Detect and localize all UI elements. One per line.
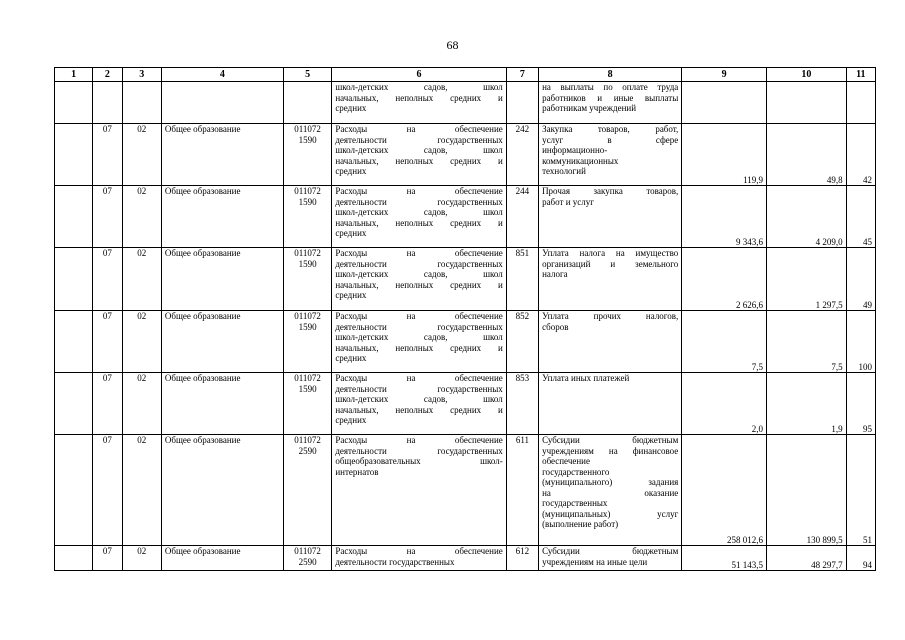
table-row xyxy=(55,311,876,373)
cell-expense-name-line: Закупка товаров, работ, xyxy=(542,124,679,134)
cell-section: 07 xyxy=(93,546,122,571)
cell-actual-amount: 1 297,5 xyxy=(767,248,847,311)
cell-expense-type xyxy=(506,82,538,124)
cell-expense-name-line: работникам учреждений xyxy=(542,103,637,113)
cell-article-name-line: школ-детских садов, школ xyxy=(335,207,503,217)
cell-article-name-line: начальных, неполных средних и xyxy=(335,155,503,166)
target-article-part: 1590 xyxy=(298,258,317,269)
cell-expense-name-line: коммуникационных xyxy=(542,155,619,166)
cell-expense-name-line: (муниципальных) услуг xyxy=(542,508,679,519)
cell-article-name xyxy=(332,248,506,311)
cell-section-name: Общее образование xyxy=(161,248,283,311)
cell-expense-name-line: (муниципального) задания xyxy=(542,477,679,487)
target-article-part: 1590 xyxy=(298,134,317,145)
cell-article-name-line: деятельности государственных xyxy=(335,258,503,269)
column-header-7: 7 xyxy=(506,68,538,82)
cell-expense-name xyxy=(539,124,682,186)
cell-section-name: Общее образование xyxy=(161,311,283,373)
cell-plan-amount: 2 626,6 xyxy=(682,248,767,311)
cell-plan-amount: 7,5 xyxy=(682,311,767,373)
cell-subsection: 02 xyxy=(122,248,161,311)
cell-target-article xyxy=(283,311,331,373)
cell-expense-name xyxy=(539,248,682,311)
cell-expense-name-line: государственного xyxy=(542,466,610,477)
cell-section: 07 xyxy=(93,186,122,248)
target-article-part: 2590 xyxy=(298,445,317,456)
cell-expense-name xyxy=(539,82,682,124)
cell-target-article xyxy=(283,546,331,571)
cell-expense-type: 612 xyxy=(506,546,538,571)
cell-article-name-line: средних xyxy=(335,166,367,176)
cell-expense-name-line: учреждениям на иные цели xyxy=(542,556,648,567)
cell-article-name-line: интернатов xyxy=(335,466,379,477)
cell-article-name-line: Расходы на обеспечение xyxy=(335,186,503,196)
cell-expense-name-line: работ и услуг xyxy=(542,196,594,207)
cell-article-name-line: школ-детских садов, школ xyxy=(335,269,503,279)
cell-plan-amount: 9 343,6 xyxy=(682,186,767,248)
cell-plan-amount xyxy=(682,82,767,124)
cell-col1 xyxy=(55,82,93,124)
cell-section-name: Общее образование xyxy=(161,186,283,248)
cell-expense-name-line: обеспечение xyxy=(542,456,590,466)
cell-expense-type: 242 xyxy=(506,124,538,186)
cell-target-article xyxy=(283,124,331,186)
cell-article-name-line: начальных, неполных средних и xyxy=(335,342,503,353)
target-article-part: 011072 xyxy=(294,124,321,134)
cell-expense-name-line: Уплата иных платежей xyxy=(542,373,630,383)
cell-actual-amount: 7,5 xyxy=(767,311,847,373)
cell-col1 xyxy=(55,311,93,373)
cell-subsection: 02 xyxy=(122,186,161,248)
cell-percent: 42 xyxy=(846,124,875,186)
cell-section: 07 xyxy=(93,435,122,546)
cell-actual-amount xyxy=(767,82,847,124)
cell-expense-name-line: Субсидии бюджетным xyxy=(542,435,679,445)
cell-article-name-line: деятельности государственных xyxy=(335,196,503,207)
cell-expense-type: 853 xyxy=(506,373,538,435)
cell-subsection: 02 xyxy=(122,124,161,186)
cell-col1 xyxy=(55,124,93,186)
column-header-1: 1 xyxy=(55,68,93,82)
target-article-part: 2590 xyxy=(298,556,317,567)
cell-expense-name-line: учреждениям на финансовое xyxy=(542,445,679,456)
column-header-11: 11 xyxy=(846,68,875,82)
cell-article-name xyxy=(332,186,506,248)
target-article-part: 011072 xyxy=(294,186,321,196)
target-article-part: 011072 xyxy=(294,248,321,258)
cell-actual-amount: 48 297,7 xyxy=(767,546,847,571)
cell-target-article xyxy=(283,82,331,124)
column-header-10: 10 xyxy=(767,68,847,82)
cell-expense-type: 611 xyxy=(506,435,538,546)
cell-article-name-line: деятельности государственных xyxy=(335,445,503,456)
column-header-9: 9 xyxy=(682,68,767,82)
cell-section-name: Общее образование xyxy=(161,435,283,546)
cell-plan-amount: 51 143,5 xyxy=(682,546,767,571)
cell-expense-name-line: Уплата прочих налогов, xyxy=(542,311,679,321)
cell-section-name xyxy=(161,82,283,124)
cell-subsection: 02 xyxy=(122,546,161,571)
cell-article-name-line: Расходы на обеспечение xyxy=(335,435,503,445)
table-body xyxy=(55,82,876,571)
cell-article-name-line: деятельности государственных xyxy=(335,321,503,332)
cell-article-name xyxy=(332,82,506,124)
cell-expense-name-line: на выплаты по оплате труда xyxy=(542,82,679,92)
cell-percent: 49 xyxy=(846,248,875,311)
cell-plan-amount: 2,0 xyxy=(682,373,767,435)
cell-expense-name-line: Уплата налога на имущество xyxy=(542,248,679,258)
cell-article-name-line: деятельности государственных xyxy=(335,383,503,394)
column-header-6: 6 xyxy=(332,68,506,82)
table-row xyxy=(55,248,876,311)
table-header-row xyxy=(55,68,876,82)
cell-col1 xyxy=(55,373,93,435)
cell-actual-amount: 49,8 xyxy=(767,124,847,186)
page-number: 68 xyxy=(446,38,459,52)
cell-actual-amount: 1,9 xyxy=(767,373,847,435)
target-article-part: 1590 xyxy=(298,321,317,332)
column-header-3: 3 xyxy=(122,68,161,82)
table-row xyxy=(55,124,876,186)
cell-percent: 95 xyxy=(846,373,875,435)
cell-article-name xyxy=(332,373,506,435)
cell-percent: 100 xyxy=(846,311,875,373)
cell-article-name xyxy=(332,435,506,546)
cell-section-name: Общее образование xyxy=(161,124,283,186)
cell-expense-name xyxy=(539,311,682,373)
cell-article-name-line: школ-детских садов, школ xyxy=(335,82,503,92)
cell-subsection: 02 xyxy=(122,373,161,435)
cell-article-name-line: средних xyxy=(335,103,367,113)
cell-target-article xyxy=(283,373,331,435)
cell-expense-name-line: сборов xyxy=(542,321,569,332)
column-header-2: 2 xyxy=(93,68,122,82)
cell-article-name-line: начальных, неполных средних и xyxy=(335,279,503,290)
column-header-8: 8 xyxy=(539,68,682,82)
cell-article-name-line: начальных, неполных средних и xyxy=(335,217,503,228)
cell-article-name-line: школ-детских садов, школ xyxy=(335,145,503,155)
cell-section: 07 xyxy=(93,373,122,435)
cell-col1 xyxy=(55,435,93,546)
cell-percent: 94 xyxy=(846,546,875,571)
cell-subsection xyxy=(122,82,161,124)
table-row xyxy=(55,186,876,248)
cell-plan-amount: 119,9 xyxy=(682,124,767,186)
cell-expense-name-line: технологий xyxy=(542,166,586,176)
cell-expense-type: 851 xyxy=(506,248,538,311)
cell-expense-name xyxy=(539,546,682,571)
cell-plan-amount: 258 012,6 xyxy=(682,435,767,546)
cell-article-name-line: деятельности государственных xyxy=(335,134,503,145)
table-row xyxy=(55,546,876,571)
cell-target-article xyxy=(283,186,331,248)
cell-article-name-line: деятельности государственных xyxy=(335,556,455,567)
cell-article-name xyxy=(332,124,506,186)
cell-expense-name-line: на оказание xyxy=(542,487,679,498)
cell-section: 07 xyxy=(93,248,122,311)
cell-col1 xyxy=(55,248,93,311)
cell-article-name xyxy=(332,546,506,571)
cell-expense-name xyxy=(539,373,682,435)
column-header-4: 4 xyxy=(161,68,283,82)
cell-expense-name-line: государственных xyxy=(542,498,608,508)
cell-article-name-line: средних xyxy=(335,353,367,363)
target-article-part: 1590 xyxy=(298,383,317,394)
budget-table xyxy=(54,67,876,571)
cell-expense-name-line: услуг в сфере xyxy=(542,134,679,145)
target-article-part: 1590 xyxy=(298,196,317,207)
cell-expense-type: 244 xyxy=(506,186,538,248)
cell-expense-type: 852 xyxy=(506,311,538,373)
cell-subsection: 02 xyxy=(122,311,161,373)
cell-article-name-line: школ-детских садов, школ xyxy=(335,332,503,342)
cell-article-name-line: Расходы на обеспечение xyxy=(335,311,503,321)
cell-subsection: 02 xyxy=(122,435,161,546)
cell-percent: 51 xyxy=(846,435,875,546)
cell-section-name: Общее образование xyxy=(161,373,283,435)
cell-col1 xyxy=(55,546,93,571)
cell-percent xyxy=(846,82,875,124)
target-article-part: 011072 xyxy=(294,546,321,556)
table-row xyxy=(55,82,876,124)
cell-article-name-line: Расходы на обеспечение xyxy=(335,248,503,258)
cell-section: 07 xyxy=(93,124,122,186)
cell-actual-amount: 130 899,5 xyxy=(767,435,847,546)
cell-article-name-line: общеобразовательных школ- xyxy=(335,456,503,466)
table-row xyxy=(55,435,876,546)
cell-expense-name-line: Субсидии бюджетным xyxy=(542,546,679,556)
cell-article-name-line: начальных, неполных средних и xyxy=(335,404,503,415)
cell-expense-name-line: (выполнение работ) xyxy=(542,519,619,529)
cell-target-article xyxy=(283,435,331,546)
target-article-part: 011072 xyxy=(294,435,321,445)
cell-expense-name-line: работников и иные выплаты xyxy=(542,92,679,103)
cell-expense-name-line: организаций и земельного xyxy=(542,258,679,269)
cell-article-name-line: начальных, неполных средних и xyxy=(335,92,503,103)
cell-expense-name-line: Прочая закупка товаров, xyxy=(542,186,679,196)
target-article-part: 011072 xyxy=(294,373,321,383)
cell-target-article xyxy=(283,248,331,311)
cell-section-name: Общее образование xyxy=(161,546,283,571)
target-article-part: 011072 xyxy=(294,311,321,321)
cell-actual-amount: 4 209,0 xyxy=(767,186,847,248)
cell-section xyxy=(93,82,122,124)
cell-expense-name xyxy=(539,186,682,248)
table-row xyxy=(55,373,876,435)
cell-article-name-line: Расходы на обеспечение xyxy=(335,546,503,556)
cell-expense-name-line: налога xyxy=(542,269,568,279)
cell-article-name-line: школ-детских садов, школ xyxy=(335,394,503,404)
cell-article-name-line: Расходы на обеспечение xyxy=(335,373,503,383)
cell-article-name-line: средних xyxy=(335,228,367,238)
cell-col1 xyxy=(55,186,93,248)
cell-article-name-line: средних xyxy=(335,290,367,300)
cell-expense-name xyxy=(539,435,682,546)
column-header-5: 5 xyxy=(283,68,331,82)
cell-article-name-line: средних xyxy=(335,415,367,425)
cell-article-name xyxy=(332,311,506,373)
cell-article-name-line: Расходы на обеспечение xyxy=(335,124,503,134)
cell-percent: 45 xyxy=(846,186,875,248)
cell-expense-name-line: информационно- xyxy=(542,145,608,155)
cell-section: 07 xyxy=(93,311,122,373)
